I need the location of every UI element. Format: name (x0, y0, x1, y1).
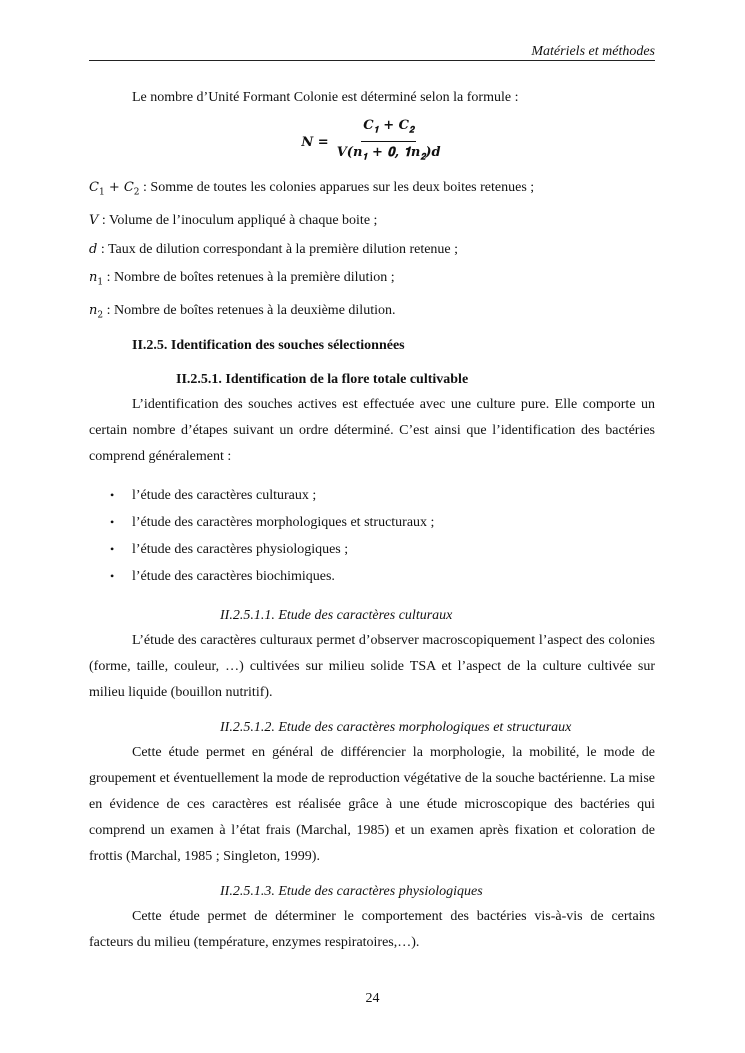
definition-d: 𝑑 : Taux de dilution correspondant à la première dilution retenue ; (89, 241, 459, 257)
definition-n1: 𝑛$_1$ : Nombre de boîtes retenues à la première dilution ; (89, 270, 395, 288)
bullet-icon: • (110, 569, 115, 584)
bullet-icon: • (110, 488, 115, 503)
identification-steps-list (89, 482, 655, 590)
definition-c1-c2: 𝐶$_1$ + 𝐶$_2$ : Somme de toutes les colonies apparues sur les deux boites retenues ; (89, 180, 535, 198)
formula-fraction (335, 117, 443, 166)
identification-paragraph: L’identification des souches actives est effectuée avec une culture pure. Elle comporte un certain nombre d’étapes suivant un ordre déterminé. C’est ainsi que l’identification des bactéries comprend généralement : (89, 397, 655, 465)
list-item: • l’étude des caractères culturaux ; (89, 482, 655, 509)
list-item: • l’étude des caractères physiologiques ; (89, 536, 655, 563)
cultural-paragraph: L’étude des caractères culturaux permet d’observer macroscopiquement l’aspect des colonies (forme, taille, couleur, …) cultivées sur milieu solide TSA et l’aspect de la culture cultivée sur milieu liquide (bouillon nutritif). (89, 633, 655, 701)
physiological-paragraph: Cette étude permet de déterminer le comportement des bactéries vis-à-vis de certains facteurs du milieu (température, enzymes respiratoires,…). (89, 909, 655, 951)
morphological-paragraph: Cette étude permet en général de différencier la morphologie, la mobilité, le mode de groupement et éventuellement la mode de reproduction végétative de la souche bactérienne. La mise en évidence de ces caractères est réalisée grâce à une étude microscopique des bactéries qui comprend un examen à l’état frais (Marchal, 1985) et un examen après fixation et coloration de frottis (Marchal, 1985 ; Singleton, 1999). (89, 745, 655, 865)
section-heading: II.2.5. Identification des souches sélectionnées (132, 338, 405, 354)
running-header: Matériels et méthodes (531, 44, 655, 59)
definition-n2: 𝑛$_2$ : Nombre de boîtes retenues à la deuxième dilution. (89, 303, 396, 321)
physiological-heading: II.2.5.1.3. Etude des caractères physiologiques (220, 884, 483, 900)
intro-paragraph: Le nombre d’Unité Formant Colonie est déterminé selon la formule : (132, 90, 519, 105)
list-item: • l’étude des caractères biochimiques. (89, 563, 655, 590)
formula-denominator: 𝑽(𝒏$_𝟏$ + 𝟎, 𝟏𝒏$_𝟐$)𝒅 (336, 145, 441, 163)
cultural-heading: II.2.5.1.1. Etude des caractères culturaux (220, 608, 453, 624)
definition-v: 𝑉 : Volume de l’inoculum appliqué à chaque boite ; (89, 213, 378, 229)
page-content (89, 86, 655, 956)
formula-definitions (89, 174, 655, 330)
cfu-formula (89, 120, 655, 164)
morphological-heading: II.2.5.1.2. Etude des caractères morphologiques et structuraux (220, 720, 572, 736)
header-rule (89, 60, 655, 61)
formula-lhs: 𝑵 = (301, 134, 329, 150)
page-number: 24 (365, 991, 380, 1006)
formula-numerator: 𝑪$_𝟏$ + 𝑪$_𝟐$ (361, 117, 416, 142)
list-item: • l’étude des caractères morphologiques et structuraux ; (89, 509, 655, 536)
subsection-heading: II.2.5.1. Identification de la flore totale cultivable (176, 372, 469, 388)
bullet-icon: • (110, 515, 115, 530)
bullet-icon: • (110, 542, 115, 557)
